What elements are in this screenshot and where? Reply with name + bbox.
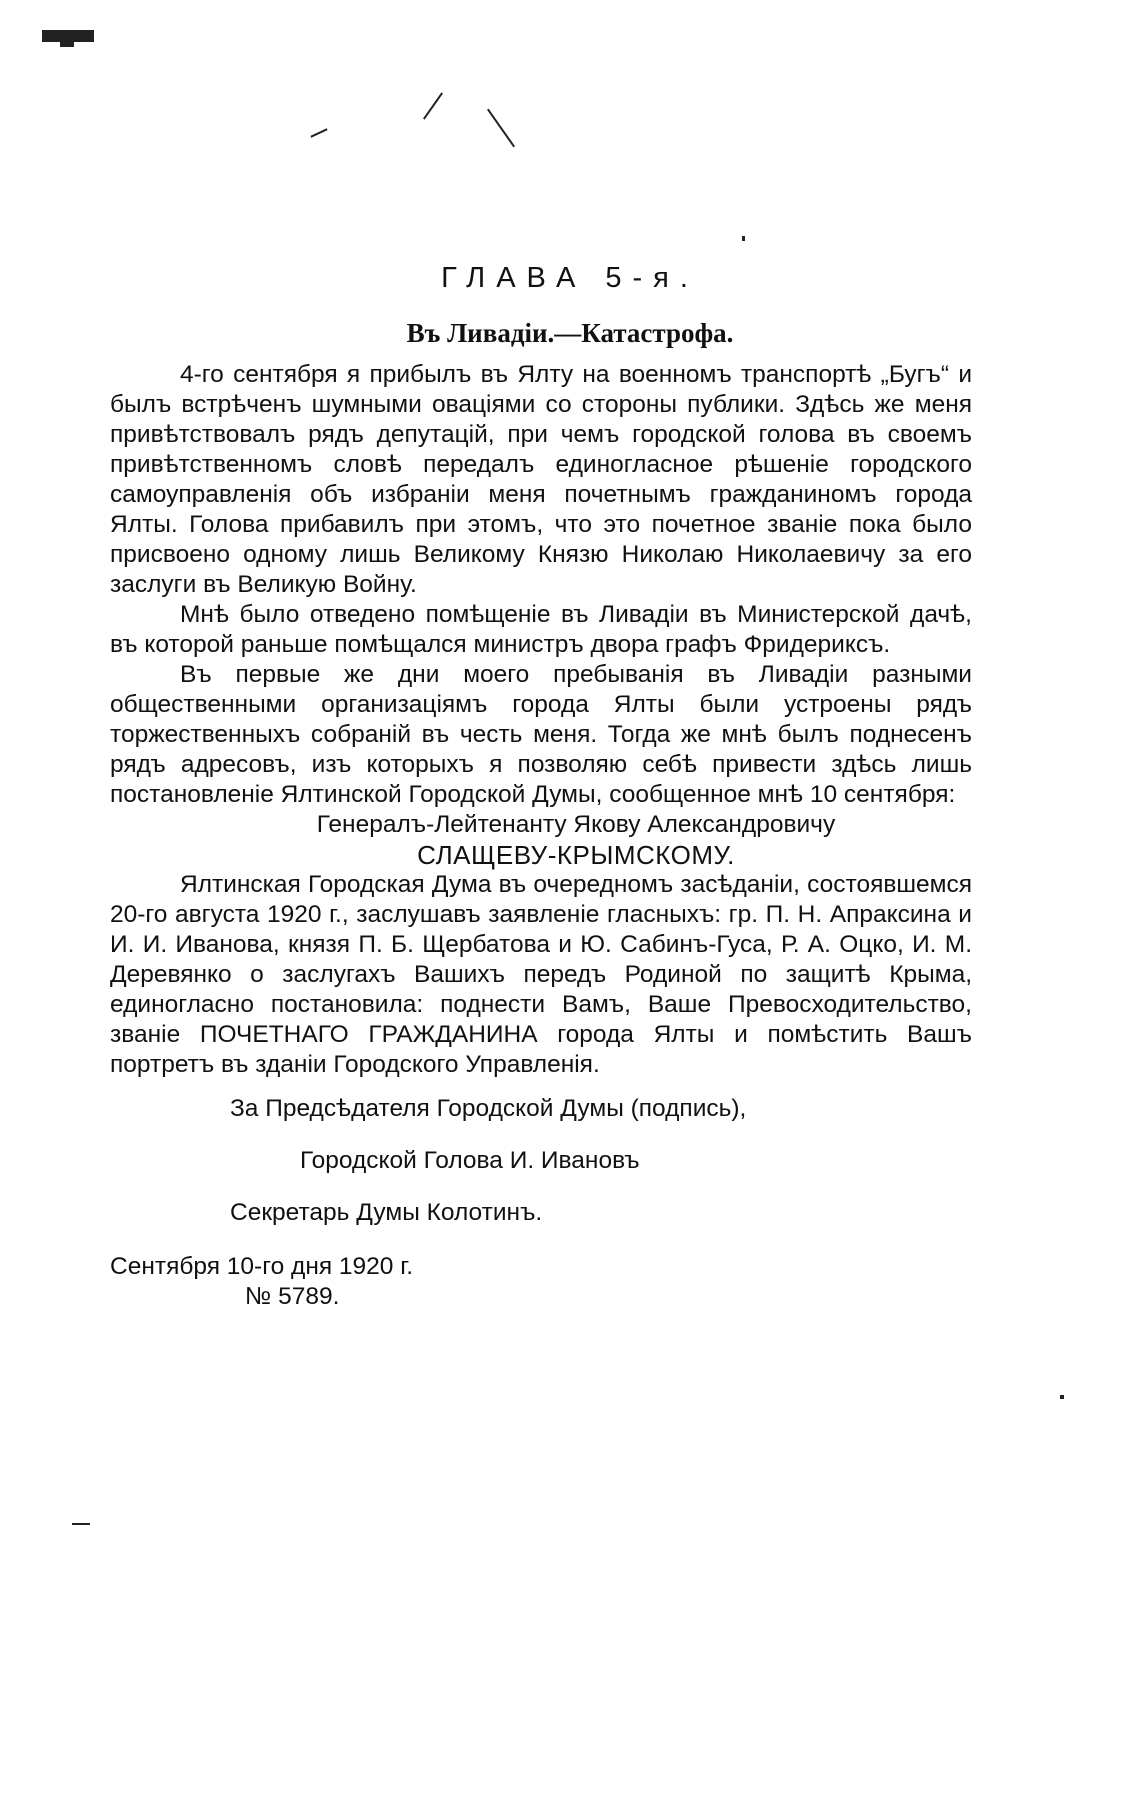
document-number: № 5789. [245, 1283, 340, 1310]
signature-block [110, 1094, 972, 1228]
paragraph: Въ первые же дни моего пребыванія въ Ливадіи разными общественными организаціямъ города Ялты были устроены рядъ торжественныхъ собраній въ честь меня. Тогда же мнѣ былъ поднесенъ рядъ адресовъ, изъ которыхъ я позволяю себѣ привести здѣсь лишь постановленіе Ялтинской Городской Думы, сообщенное мнѣ 10 сентября: [110, 661, 972, 808]
date-line: Сентября 10-го дня 1920 г. [110, 1253, 413, 1280]
signature-mayor: Городской Голова И. Ивановъ [300, 1147, 640, 1174]
paragraph: Мнѣ было отведено помѣщеніе въ Ливадіи въ Министерской дачѣ, въ которой раньше помѣщался министръ двора графъ Фридериксъ. [110, 601, 972, 658]
honoree-name: СЛАЩЕВУ-КРЫМСКОМУ. [417, 840, 735, 870]
resolution-text: Ялтинская Городская Дума въ очередномъ засѣданіи, состоявшемся 20-го августа 1920 г., заслушавъ заявленіе гласныхъ: гр. П. Н. Апраксина и И. И. Иванова, князя П. Б. Щербатова и Ю. Сабинъ-Гуса, Р. А. Оцко, И. М. Деревянко о заслугахъ Вашихъ передъ Родиной по защитѣ Крыма, единогласно постановила: поднести Вамъ, Ваше Превосходительство, званіе ПОЧЕТНАГО ГРАЖДАНИНА города Ялты и помѣстить Вашъ портретъ въ зданіи Городского Управленія. [110, 871, 972, 1078]
signature-secretary: Секретарь Думы Колотинъ. [230, 1199, 543, 1226]
document-body [110, 360, 972, 1312]
paragraph: 4-го сентября я прибылъ въ Ялту на военномъ транспортѣ „Бугъ“ и былъ встрѣченъ шумными оваціями со стороны публики. Здѣсь же меня привѣтствовалъ рядъ депутацій, при чемъ городской голова въ своемъ привѣтственномъ словѣ передалъ единогласное рѣшеніе городского самоуправленія объ избраніи меня почетнымъ гражданиномъ города Ялты. Голова прибавилъ при этомъ, что это почетное званіе пока было присвоено одному лишь Великому Князю Николаю Николаевичу за его заслуги въ Великую Войну. [110, 361, 972, 598]
addressee-line: Генералъ-Лейтенанту Якову Александровичу [316, 811, 836, 838]
signature-chairman: За Предсѣдателя Городской Думы (подпись), [230, 1095, 747, 1122]
chapter-heading: ГЛАВА 5-я. [441, 262, 699, 294]
chapter-subtitle: Въ Ливадіи.—Катастрофа. [406, 318, 734, 348]
